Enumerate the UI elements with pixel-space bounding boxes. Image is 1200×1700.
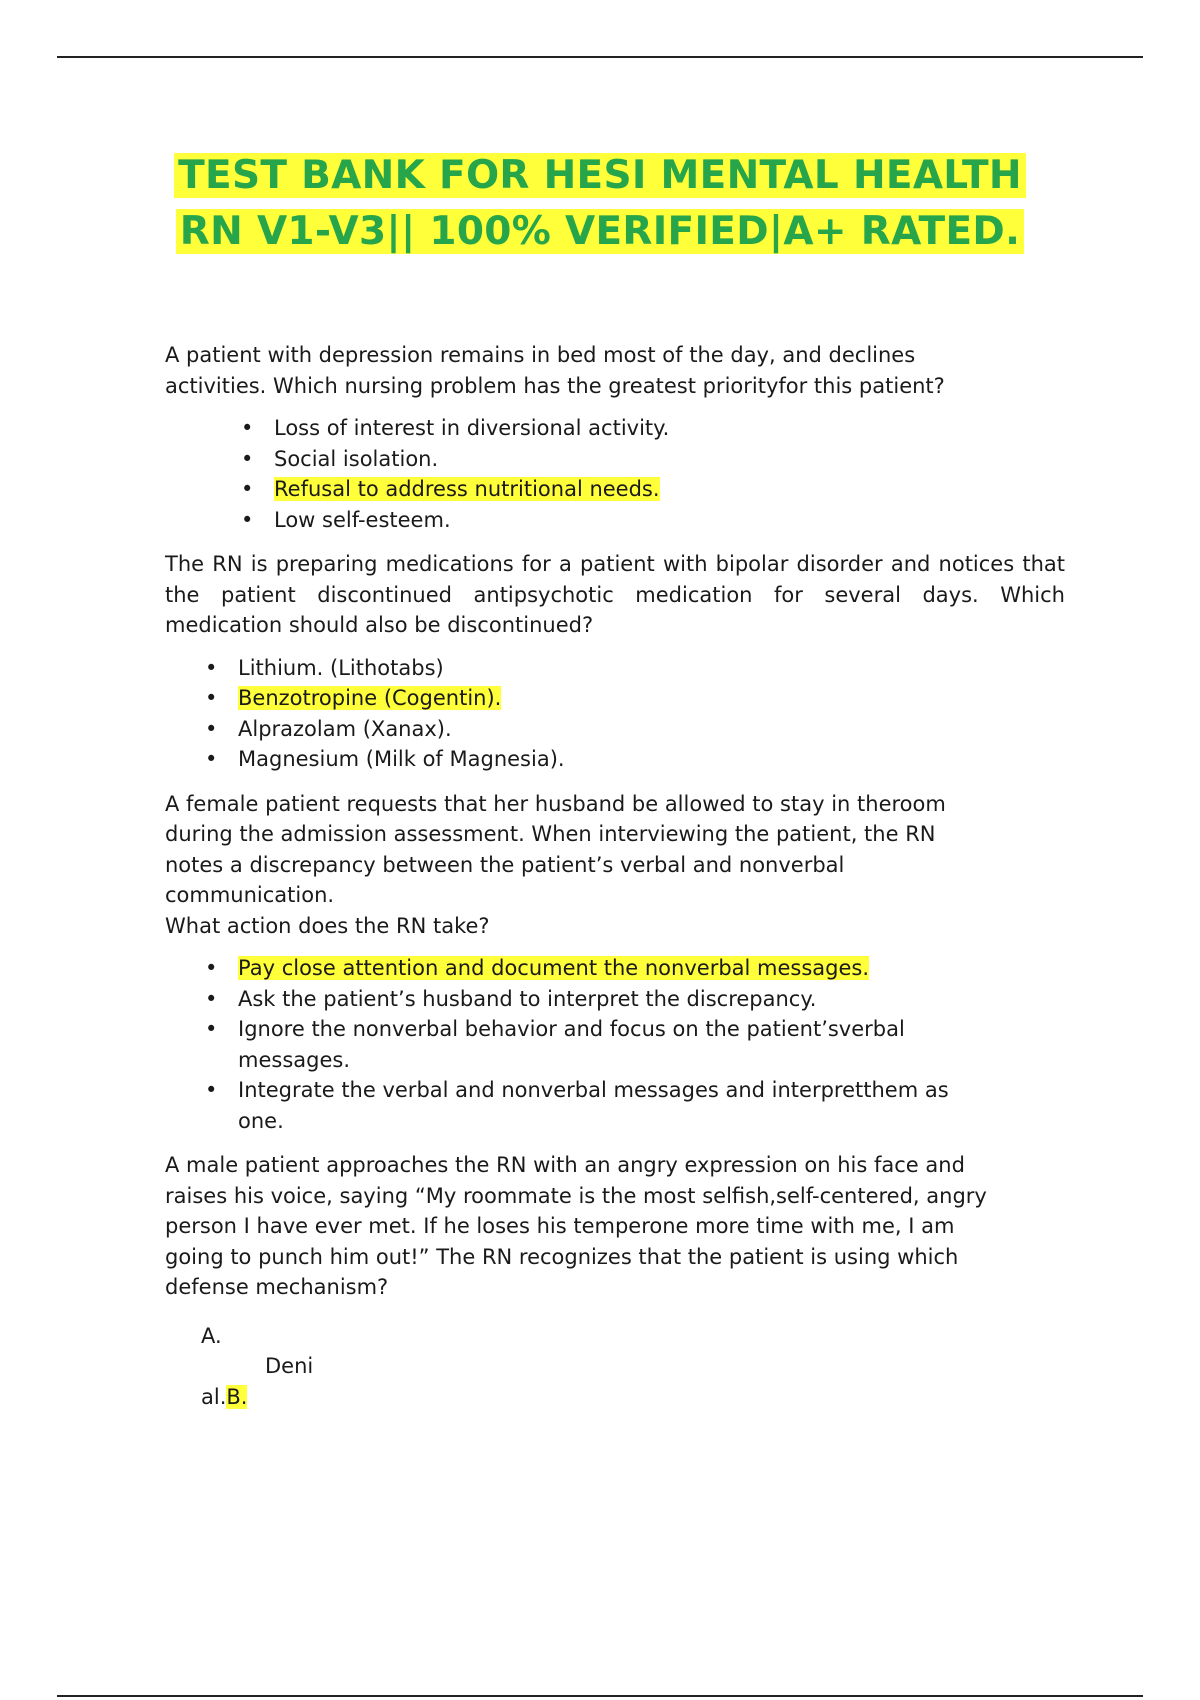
question-4-option-b-label: B. [226,1384,248,1409]
question-1-options [274,413,1065,535]
highlighted-answer: Refusal to address nutritional needs. [274,477,660,501]
title-line-1: TEST BANK FOR HESI MENTAL HEALTH [174,153,1026,198]
question-3-options [238,953,958,1136]
question-4-stem: A male patient approaches the RN with an angry expression on his face and raises his voice, saying “My roommate is the most selfish,self-centered, angry person I have ever met. If he loses his temperone more time with me, I am going to punch him out!” The RN recognizes that the patient is using which defense mechanism? [165,1153,987,1299]
question-1-option-1: • Loss of interest in diversional activity. [274,413,1065,444]
question-list [165,340,1065,1412]
highlighted-answer: Benzotropine (Cogentin). [238,686,502,710]
question-2-option-1: • Lithium. (Lithotabs) [238,653,1065,684]
question-3-option-4: • Integrate the verbal and nonverbal messages and interpretthem as one. [238,1075,958,1136]
question-4-option-a-label: A. [201,1323,222,1348]
question-4-option-a-text: Deni [265,1354,314,1378]
question-1-option-2: • Social isolation. [274,444,1065,475]
top-rule [57,56,1143,58]
question-3-option-1 [238,953,958,984]
question-2-stem: The RN is preparing medications for a patient with bipolar disorder and notices that the patient discontinued antipsychotic medication for several days. Which medication should also be discontinued? [165,552,1065,637]
question-2-option-3: • Alprazolam (Xanax). [238,714,1065,745]
question-2-options [238,653,1065,775]
highlighted-answer: Pay close attention and document the nonverbal messages. [238,956,870,980]
document-title [0,148,1200,260]
question-2-option-4: • Magnesium (Milk of Magnesia). [238,744,1065,775]
question-3-prompt: What action does the RN take? [165,913,490,938]
question-3-option-2: • Ask the patient’s husband to interpret the discrepancy. [238,984,958,1015]
question-1-option-4: • Low self-esteem. [274,505,1065,536]
question-3-option-3: • Ignore the nonverbal behavior and focus on the patient’sverbal messages. [238,1014,958,1075]
title-line-2: RN V1-V3|| 100% VERIFIED|A+ RATED. [176,209,1024,254]
question-4-option-a-tail: al. [201,1384,227,1409]
question-4-option-b-row [201,1382,1065,1413]
question-1-stem: A patient with depression remains in bed most of the day, and declines activities. Which nursing problem has the greatest priorityfor this patient? [165,343,945,398]
bottom-rule [57,1695,1143,1697]
question-1-option-3 [274,474,1065,505]
question-3-stem: A female patient requests that her husband be allowed to stay in theroom during the admission assessment. When interviewing the patient, the RN notes a discrepancy between the patient’s verbal and nonverbal communication. [165,791,946,907]
question-2-option-2 [238,683,1065,714]
